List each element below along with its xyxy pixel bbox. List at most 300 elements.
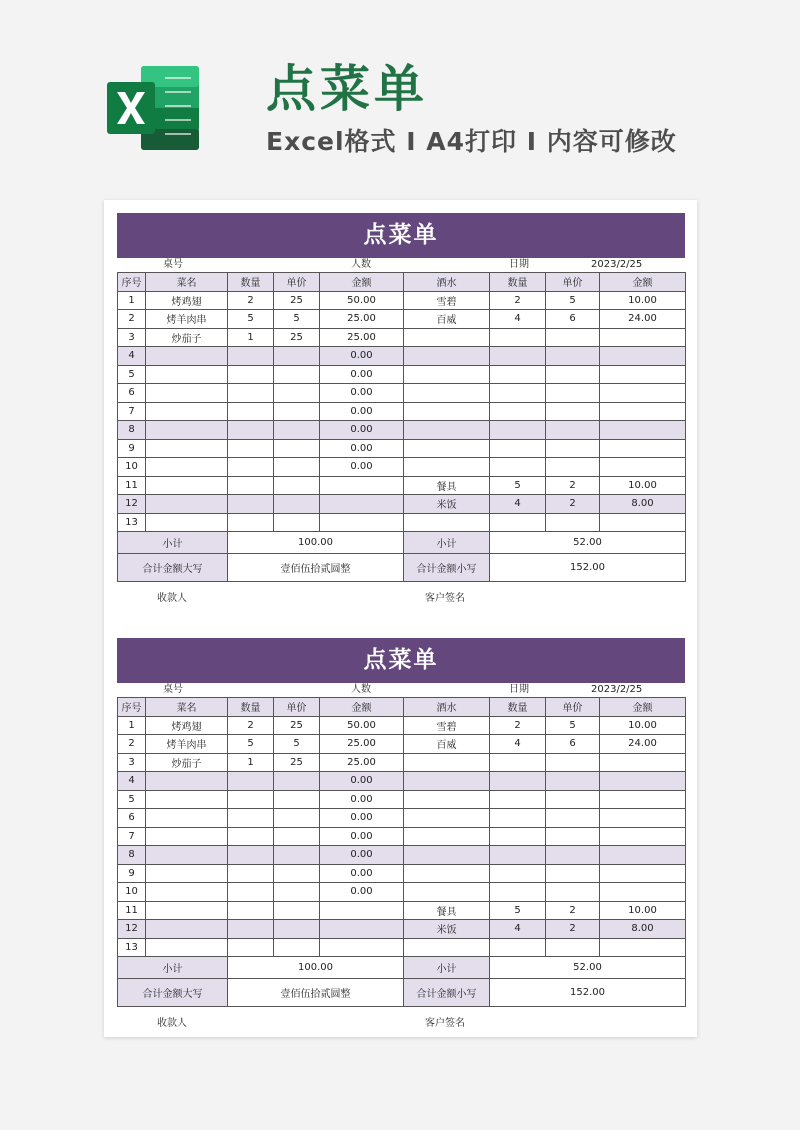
table-cell — [404, 439, 490, 458]
table-cell: 0.00 — [320, 347, 404, 366]
table-cell: 炒茄子 — [146, 753, 228, 772]
table-cell: 米饭 — [404, 495, 490, 514]
customer-signature-label: 客户签名 — [425, 1018, 465, 1029]
table-cell: 10.00 — [600, 716, 686, 735]
table-cell — [404, 458, 490, 477]
table-cell — [490, 883, 546, 902]
table-cell: 5 — [546, 291, 600, 310]
table-cell — [228, 347, 274, 366]
table-cell: 25.00 — [320, 753, 404, 772]
table-row — [118, 846, 686, 865]
table-cell: 6 — [546, 310, 600, 329]
table-row — [118, 938, 686, 957]
table-cell — [146, 513, 228, 532]
table-cell — [146, 347, 228, 366]
total-row — [118, 554, 686, 582]
table-cell — [404, 328, 490, 347]
table-cell: 6 — [546, 735, 600, 754]
table-cell — [546, 772, 600, 791]
column-header: 单价 — [274, 698, 320, 717]
table-cell: 24.00 — [600, 735, 686, 754]
table-cell — [490, 772, 546, 791]
table-cell: 10.00 — [600, 291, 686, 310]
table-cell: 烤羊肉串 — [146, 310, 228, 329]
table-cell: 1 — [228, 328, 274, 347]
table-cell: 2 — [228, 716, 274, 735]
excel-icon — [103, 62, 203, 154]
column-header: 序号 — [118, 273, 146, 292]
table-cell: 2 — [490, 291, 546, 310]
table-cell: 11 — [118, 476, 146, 495]
table-cell: 0.00 — [320, 883, 404, 902]
table-row — [118, 384, 686, 403]
table-row — [118, 790, 686, 809]
table-cell: 13 — [118, 513, 146, 532]
table-cell: 2 — [546, 920, 600, 939]
table-cell — [228, 365, 274, 384]
table-cell: 4 — [118, 347, 146, 366]
table-cell — [320, 476, 404, 495]
table-row — [118, 735, 686, 754]
table-cell — [228, 476, 274, 495]
table-cell — [146, 901, 228, 920]
table-cell — [228, 495, 274, 514]
column-header: 单价 — [274, 273, 320, 292]
table-cell — [146, 439, 228, 458]
date-label: 日期 — [509, 684, 529, 695]
table-cell — [274, 513, 320, 532]
table-cell: 1 — [118, 291, 146, 310]
total-lower-value: 152.00 — [490, 554, 686, 582]
table-row — [118, 809, 686, 828]
table-row — [118, 439, 686, 458]
table-cell: 25 — [274, 291, 320, 310]
table-cell — [600, 402, 686, 421]
table-row — [118, 365, 686, 384]
table-cell: 3 — [118, 753, 146, 772]
table-cell: 11 — [118, 901, 146, 920]
table-cell — [320, 901, 404, 920]
date-value: 2023/2/25 — [591, 684, 643, 695]
column-header: 酒水 — [404, 273, 490, 292]
table-cell — [404, 846, 490, 865]
table-cell: 0.00 — [320, 421, 404, 440]
table-cell — [320, 938, 404, 957]
table-cell — [274, 365, 320, 384]
table-cell: 8 — [118, 421, 146, 440]
table-cell — [404, 402, 490, 421]
table-cell — [404, 365, 490, 384]
table-row — [118, 864, 686, 883]
column-header: 数量 — [228, 698, 274, 717]
table-cell — [274, 864, 320, 883]
order-form — [117, 638, 685, 1029]
table-cell: 10 — [118, 883, 146, 902]
table-cell — [404, 790, 490, 809]
page-title: 点菜单 — [266, 60, 428, 118]
table-cell — [274, 384, 320, 403]
table-cell — [600, 809, 686, 828]
table-cell: 10.00 — [600, 476, 686, 495]
table-cell: 2 — [546, 901, 600, 920]
table-cell — [600, 864, 686, 883]
table-cell — [404, 421, 490, 440]
table-cell — [146, 421, 228, 440]
table-row — [118, 347, 686, 366]
column-header: 单价 — [546, 698, 600, 717]
table-cell — [146, 384, 228, 403]
table-cell — [546, 864, 600, 883]
date-label: 日期 — [509, 259, 529, 270]
table-cell — [274, 938, 320, 957]
table-cell — [600, 421, 686, 440]
table-cell — [274, 883, 320, 902]
table-row — [118, 920, 686, 939]
table-row — [118, 421, 686, 440]
table-cell: 7 — [118, 827, 146, 846]
table-cell — [146, 809, 228, 828]
table-cell — [490, 846, 546, 865]
order-table — [117, 697, 686, 1007]
table-cell — [490, 938, 546, 957]
column-header: 酒水 — [404, 698, 490, 717]
table-cell: 5 — [118, 365, 146, 384]
table-cell: 9 — [118, 864, 146, 883]
table-cell — [228, 772, 274, 791]
table-cell: 2 — [228, 291, 274, 310]
table-row — [118, 883, 686, 902]
table-cell: 1 — [228, 753, 274, 772]
column-header: 序号 — [118, 698, 146, 717]
table-cell: 10.00 — [600, 901, 686, 920]
column-header: 金额 — [320, 698, 404, 717]
table-cell — [404, 384, 490, 403]
table-cell — [274, 809, 320, 828]
form-footer — [117, 1007, 685, 1029]
total-lower-label: 合计金额小写 — [404, 979, 490, 1007]
table-number-label: 桌号 — [163, 684, 183, 695]
food-subtotal-value: 100.00 — [228, 957, 404, 979]
table-cell — [546, 347, 600, 366]
table-cell: 5 — [228, 310, 274, 329]
table-cell — [404, 938, 490, 957]
table-cell — [600, 328, 686, 347]
table-cell: 5 — [228, 735, 274, 754]
table-cell — [146, 938, 228, 957]
table-cell: 0.00 — [320, 809, 404, 828]
people-count-label: 人数 — [351, 684, 371, 695]
column-header: 金额 — [600, 273, 686, 292]
column-header: 数量 — [228, 273, 274, 292]
table-cell: 5 — [274, 735, 320, 754]
table-row — [118, 827, 686, 846]
table-cell — [490, 753, 546, 772]
table-cell — [404, 513, 490, 532]
table-cell — [600, 365, 686, 384]
table-cell — [146, 772, 228, 791]
table-cell: 百威 — [404, 735, 490, 754]
paper-sheet — [104, 200, 697, 1037]
table-cell: 2 — [546, 495, 600, 514]
table-cell — [600, 790, 686, 809]
table-row — [118, 291, 686, 310]
table-row — [118, 476, 686, 495]
table-cell: 2 — [118, 735, 146, 754]
table-cell — [546, 365, 600, 384]
table-cell: 4 — [118, 772, 146, 791]
column-header: 数量 — [490, 698, 546, 717]
table-row — [118, 458, 686, 477]
customer-signature-label: 客户签名 — [425, 593, 465, 604]
table-cell: 2 — [490, 716, 546, 735]
table-cell — [600, 513, 686, 532]
subtotal-row — [118, 532, 686, 554]
table-cell: 3 — [118, 328, 146, 347]
table-cell — [600, 827, 686, 846]
table-cell — [490, 365, 546, 384]
total-lower-label: 合计金额小写 — [404, 554, 490, 582]
table-cell: 0.00 — [320, 384, 404, 403]
table-cell — [320, 920, 404, 939]
table-cell — [546, 827, 600, 846]
table-cell: 烤鸡翅 — [146, 291, 228, 310]
food-subtotal-label: 小计 — [118, 957, 228, 979]
table-cell — [146, 790, 228, 809]
table-cell — [274, 901, 320, 920]
table-cell — [228, 458, 274, 477]
table-cell — [404, 883, 490, 902]
table-cell — [146, 495, 228, 514]
table-cell: 烤羊肉串 — [146, 735, 228, 754]
table-cell — [146, 458, 228, 477]
table-cell — [490, 328, 546, 347]
table-cell — [274, 772, 320, 791]
table-cell — [228, 402, 274, 421]
total-upper-value: 壹佰伍拾贰圆整 — [228, 554, 404, 582]
table-cell: 0.00 — [320, 439, 404, 458]
table-cell — [546, 883, 600, 902]
form-meta-row — [117, 258, 685, 272]
table-cell — [320, 513, 404, 532]
table-cell — [146, 365, 228, 384]
table-cell — [490, 790, 546, 809]
drink-subtotal-label: 小计 — [404, 532, 490, 554]
table-cell: 10 — [118, 458, 146, 477]
table-cell — [490, 439, 546, 458]
table-cell — [228, 883, 274, 902]
table-cell — [490, 347, 546, 366]
table-row — [118, 901, 686, 920]
column-header: 数量 — [490, 273, 546, 292]
table-cell: 9 — [118, 439, 146, 458]
drink-subtotal-value: 52.00 — [490, 532, 686, 554]
table-cell — [546, 809, 600, 828]
table-cell — [490, 402, 546, 421]
total-upper-label: 合计金额大写 — [118, 979, 228, 1007]
table-cell — [546, 421, 600, 440]
form-meta-row — [117, 683, 685, 697]
table-cell: 0.00 — [320, 772, 404, 791]
table-cell: 0.00 — [320, 365, 404, 384]
table-cell — [404, 347, 490, 366]
table-cell — [228, 809, 274, 828]
table-cell — [600, 439, 686, 458]
table-cell: 2 — [118, 310, 146, 329]
column-header: 金额 — [600, 698, 686, 717]
table-cell: 米饭 — [404, 920, 490, 939]
table-cell: 5 — [546, 716, 600, 735]
table-cell — [490, 864, 546, 883]
cashier-label: 收款人 — [157, 593, 187, 604]
table-cell: 5 — [490, 901, 546, 920]
form-footer — [117, 582, 685, 604]
table-cell: 餐具 — [404, 901, 490, 920]
table-cell — [490, 827, 546, 846]
table-cell — [600, 772, 686, 791]
drink-subtotal-value: 52.00 — [490, 957, 686, 979]
table-cell — [228, 920, 274, 939]
table-cell — [274, 402, 320, 421]
table-cell: 2 — [546, 476, 600, 495]
total-row — [118, 979, 686, 1007]
table-cell — [546, 384, 600, 403]
table-cell — [274, 827, 320, 846]
table-row — [118, 513, 686, 532]
table-cell — [320, 495, 404, 514]
table-cell: 13 — [118, 938, 146, 957]
table-cell — [546, 458, 600, 477]
table-cell — [546, 402, 600, 421]
table-cell: 6 — [118, 384, 146, 403]
table-cell: 烤鸡翅 — [146, 716, 228, 735]
table-cell: 8.00 — [600, 495, 686, 514]
table-row — [118, 495, 686, 514]
table-cell: 7 — [118, 402, 146, 421]
table-row — [118, 310, 686, 329]
table-number-label: 桌号 — [163, 259, 183, 270]
total-lower-value: 152.00 — [490, 979, 686, 1007]
form-title: 点菜单 — [117, 213, 685, 258]
table-cell: 0.00 — [320, 827, 404, 846]
column-header: 菜名 — [146, 273, 228, 292]
table-cell: 24.00 — [600, 310, 686, 329]
table-cell: 25.00 — [320, 328, 404, 347]
table-cell — [490, 458, 546, 477]
people-count-label: 人数 — [351, 259, 371, 270]
table-cell: 8 — [118, 846, 146, 865]
table-cell: 4 — [490, 310, 546, 329]
table-cell — [274, 439, 320, 458]
table-cell: 12 — [118, 495, 146, 514]
table-cell: 25.00 — [320, 735, 404, 754]
table-cell: 0.00 — [320, 402, 404, 421]
table-cell — [228, 846, 274, 865]
table-row — [118, 402, 686, 421]
table-cell — [274, 421, 320, 440]
table-cell: 0.00 — [320, 846, 404, 865]
table-cell: 1 — [118, 716, 146, 735]
table-cell — [228, 384, 274, 403]
table-cell — [228, 901, 274, 920]
table-cell — [274, 846, 320, 865]
form-title: 点菜单 — [117, 638, 685, 683]
table-header-row — [118, 273, 686, 292]
table-cell: 炒茄子 — [146, 328, 228, 347]
table-cell — [490, 384, 546, 403]
table-cell: 25.00 — [320, 310, 404, 329]
table-cell: 4 — [490, 735, 546, 754]
table-cell: 雪碧 — [404, 716, 490, 735]
table-cell — [600, 938, 686, 957]
table-cell — [228, 864, 274, 883]
table-cell — [228, 439, 274, 458]
table-cell: 餐具 — [404, 476, 490, 495]
table-cell: 5 — [118, 790, 146, 809]
table-cell — [228, 827, 274, 846]
table-cell — [228, 938, 274, 957]
table-cell — [274, 458, 320, 477]
table-cell — [146, 883, 228, 902]
table-cell — [146, 864, 228, 883]
total-upper-value: 壹佰伍拾贰圆整 — [228, 979, 404, 1007]
table-cell: 5 — [274, 310, 320, 329]
table-cell — [404, 809, 490, 828]
table-cell: 25 — [274, 753, 320, 772]
table-cell — [228, 513, 274, 532]
drink-subtotal-label: 小计 — [404, 957, 490, 979]
table-cell — [546, 753, 600, 772]
table-cell: 8.00 — [600, 920, 686, 939]
table-cell — [146, 402, 228, 421]
table-cell — [600, 458, 686, 477]
table-cell — [274, 790, 320, 809]
table-row — [118, 753, 686, 772]
table-cell — [546, 513, 600, 532]
order-form — [117, 213, 685, 604]
table-cell — [146, 846, 228, 865]
table-cell: 50.00 — [320, 291, 404, 310]
table-cell: 百威 — [404, 310, 490, 329]
subtotal-row — [118, 957, 686, 979]
table-cell — [600, 883, 686, 902]
table-cell: 0.00 — [320, 790, 404, 809]
order-table — [117, 272, 686, 582]
table-cell — [490, 421, 546, 440]
table-cell: 12 — [118, 920, 146, 939]
table-cell: 雪碧 — [404, 291, 490, 310]
table-cell — [146, 827, 228, 846]
table-cell — [404, 827, 490, 846]
table-cell — [546, 790, 600, 809]
table-cell — [600, 384, 686, 403]
table-cell — [146, 476, 228, 495]
table-row — [118, 716, 686, 735]
table-row — [118, 328, 686, 347]
column-header: 单价 — [546, 273, 600, 292]
table-cell — [146, 920, 228, 939]
table-cell — [228, 790, 274, 809]
table-cell — [600, 347, 686, 366]
food-subtotal-label: 小计 — [118, 532, 228, 554]
table-cell — [228, 421, 274, 440]
table-cell — [274, 920, 320, 939]
table-cell — [546, 439, 600, 458]
table-cell — [546, 938, 600, 957]
table-cell — [600, 846, 686, 865]
table-cell — [274, 347, 320, 366]
table-cell: 25 — [274, 328, 320, 347]
table-cell — [546, 846, 600, 865]
